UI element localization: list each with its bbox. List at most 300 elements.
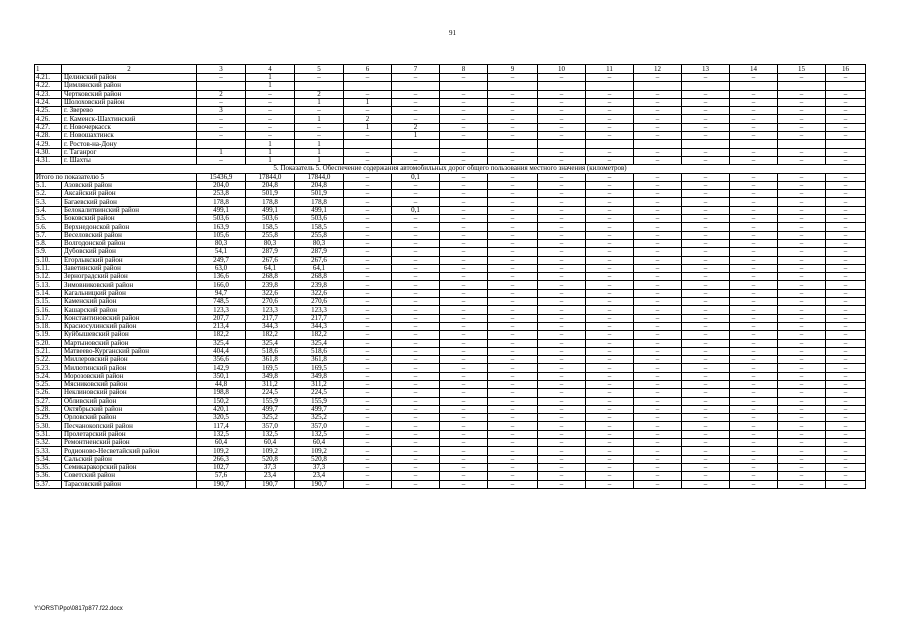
table-cell: – [826,422,866,430]
table-cell [197,140,246,148]
table-cell: – [392,98,440,106]
table-cell: – [488,231,538,239]
table-cell: – [538,289,586,297]
table-cell: – [634,248,682,256]
table-cell: – [730,289,778,297]
table-cell: 2 [197,90,246,98]
table-cell: 190,7 [246,480,295,488]
table-cell: – [392,198,440,206]
table-cell: – [344,198,392,206]
table-cell: 182,2 [197,331,246,339]
table-cell: – [730,223,778,231]
table-row [35,405,866,413]
table-cell: 5.32. [35,439,62,447]
table-cell: – [682,439,730,447]
table-cell: – [538,298,586,306]
table-cell: – [488,173,538,181]
table-cell: – [488,389,538,397]
table-cell: – [295,74,344,82]
table-cell: – [682,430,730,438]
table-cell: – [392,248,440,256]
table-cell: – [344,289,392,297]
table-cell: – [538,123,586,131]
table-row [35,256,866,264]
table-cell: 1 [295,156,344,164]
table-cell: Октябрьский район [62,405,197,413]
table-cell: 2 [295,90,344,98]
table-cell: – [730,430,778,438]
table-cell: – [682,405,730,413]
table-cell: – [538,148,586,156]
table-cell: – [538,306,586,314]
table-cell: 224,5 [246,389,295,397]
table-cell: 5.1. [35,181,62,189]
table-cell: 213,4 [197,322,246,330]
table-cell: 503,6 [295,215,344,223]
table-cell: – [586,455,634,463]
table-cell: Кашарский район [62,306,197,314]
table-cell: 5.16. [35,306,62,314]
table-cell: – [586,430,634,438]
table-cell: – [488,248,538,256]
page-number: 91 [449,29,456,37]
table-cell: – [634,74,682,82]
table-cell: – [634,364,682,372]
table-cell: 182,2 [246,331,295,339]
table-cell: – [344,215,392,223]
table-cell: 123,3 [295,306,344,314]
table-cell: – [730,256,778,264]
table-cell [826,140,866,148]
table-cell: – [344,107,392,115]
table-cell: 17844,0 [246,173,295,181]
table-cell: – [778,215,826,223]
table-cell: – [246,107,295,115]
table-row [35,206,866,214]
table-cell: 1 [246,140,295,148]
table-cell: – [682,215,730,223]
table-cell: 287,9 [246,248,295,256]
table-cell: – [538,447,586,455]
table-cell: – [440,181,488,189]
table-cell: 178,8 [246,198,295,206]
table-cell: – [682,289,730,297]
table-cell: – [826,74,866,82]
table-cell: – [440,422,488,430]
table-cell: 1 [246,156,295,164]
table-cell: – [778,322,826,330]
table-cell: – [634,372,682,380]
table-cell: – [440,115,488,123]
table-cell: 117,4 [197,422,246,430]
table-cell: Волгодонской район [62,239,197,247]
table-cell: – [778,414,826,422]
table-cell: 357,0 [246,422,295,430]
table-row [35,364,866,372]
table-cell: 518,6 [295,347,344,355]
table-cell: – [826,298,866,306]
table-cell: – [344,455,392,463]
table-cell: – [586,123,634,131]
table-cell: 748,5 [197,298,246,306]
table-cell: 325,4 [197,339,246,347]
table-cell: Советский район [62,472,197,480]
table-cell: – [586,339,634,347]
table-cell: Константиновский район [62,314,197,322]
table-cell: 270,6 [295,298,344,306]
table-cell: – [826,198,866,206]
table-cell: 23,4 [295,472,344,480]
table-cell: 12 [634,65,682,74]
table-cell: 501,9 [295,190,344,198]
table-cell: Верхнедонской район [62,223,197,231]
table-cell: – [538,356,586,364]
table-cell: – [826,380,866,388]
table-cell: – [586,223,634,231]
table-cell: – [295,123,344,131]
table-cell: – [586,198,634,206]
table-cell: – [392,264,440,272]
table-cell: 105,6 [197,231,246,239]
table-cell: – [682,356,730,364]
table-cell: – [586,422,634,430]
table-cell: – [634,439,682,447]
table-cell: – [586,414,634,422]
table-cell: – [392,281,440,289]
table-cell: Орловский район [62,414,197,422]
table-cell: 1 [295,115,344,123]
table-cell: – [634,380,682,388]
table-row [35,82,866,90]
table-row [35,248,866,256]
table-cell: – [392,331,440,339]
table-cell: – [778,463,826,471]
table-cell: – [246,132,295,140]
table-cell: 60,4 [246,439,295,447]
table-cell: 8 [440,65,488,74]
table-cell: Морозовский район [62,372,197,380]
table-cell: – [538,256,586,264]
table-cell: – [488,364,538,372]
table-cell: – [488,472,538,480]
table-cell: 102,7 [197,463,246,471]
table-cell: – [538,472,586,480]
table-cell: – [392,148,440,156]
table-cell: 11 [586,65,634,74]
table-cell: – [730,215,778,223]
table-cell: – [778,331,826,339]
table-cell: 5.19. [35,331,62,339]
table-cell: – [246,90,295,98]
table-cell: 64,1 [246,264,295,272]
table-cell: – [538,422,586,430]
table-cell: 5. Показатель 5. Обеспечение содержания автомобильных дорог общего пользования местного значения (километров) [35,165,866,173]
table-cell: – [392,389,440,397]
table-cell: – [730,206,778,214]
table-cell: – [488,430,538,438]
table-cell: г. Новочеркасск [62,123,197,131]
table-cell: 0,1 [392,206,440,214]
table-cell: – [586,281,634,289]
table-cell: – [440,173,488,181]
table-row [35,107,866,115]
table-cell: 267,6 [246,256,295,264]
table-cell: 4 [246,65,295,74]
table-cell: – [730,115,778,123]
table-cell: – [586,380,634,388]
table-cell: – [826,123,866,131]
table-cell: 204,8 [246,181,295,189]
table-cell: – [586,405,634,413]
table-cell [538,140,586,148]
table-cell: – [344,190,392,198]
table-cell: 499,1 [197,206,246,214]
table-cell: – [440,480,488,488]
table-cell: Белокалитвинский район [62,206,197,214]
table-cell: – [246,98,295,106]
table-cell: Ремонтненский район [62,439,197,447]
table-cell: – [344,339,392,347]
table-cell: – [344,90,392,98]
table-cell: 169,5 [295,364,344,372]
table-cell: – [634,215,682,223]
table-row [35,414,866,422]
table-cell: 5 [295,65,344,74]
table-cell: – [344,356,392,364]
table-cell: 4.25. [35,107,62,115]
table-cell: – [538,397,586,405]
table-cell: 5.35. [35,463,62,471]
table-cell: – [538,314,586,322]
table-cell: – [586,347,634,355]
table-cell: – [538,347,586,355]
table-cell: – [586,463,634,471]
table-cell: – [682,389,730,397]
table-cell: Тарасовский район [62,480,197,488]
table-cell: – [778,439,826,447]
table-cell: – [730,397,778,405]
table-cell: Сальский район [62,455,197,463]
table-cell [488,82,538,90]
table-cell: – [538,389,586,397]
table-cell: – [730,463,778,471]
table-cell: – [488,331,538,339]
table-row [35,239,866,247]
table-cell: 518,6 [246,347,295,355]
table-cell: – [586,115,634,123]
table-cell: – [392,115,440,123]
table-cell: – [440,198,488,206]
table-cell: 361,8 [295,356,344,364]
table-cell: – [586,107,634,115]
table-cell: – [586,264,634,272]
table-cell: – [488,132,538,140]
table-cell: – [392,74,440,82]
table-cell: – [392,273,440,281]
table-cell: Итого по показателю 5 [35,173,197,181]
table-cell: Родионово-Несветайский район [62,447,197,455]
table-cell [586,82,634,90]
table-cell: – [730,90,778,98]
table-cell: – [488,447,538,455]
table-cell: 4.26. [35,115,62,123]
table-cell: – [440,273,488,281]
table-cell: Цимлянский район [62,82,197,90]
table-row [35,455,866,463]
table-cell: 5.27. [35,397,62,405]
table-cell: – [826,98,866,106]
table-cell: 4.22. [35,82,62,90]
table-cell: – [682,264,730,272]
table-row [35,306,866,314]
table-cell: – [778,397,826,405]
table-cell: – [730,98,778,106]
table-row [35,289,866,297]
table-cell: – [344,148,392,156]
table-cell: 178,8 [295,198,344,206]
table-cell: – [440,372,488,380]
table-cell: – [778,231,826,239]
table-cell [682,82,730,90]
table-cell: – [488,397,538,405]
table-cell: – [488,256,538,264]
table-cell: 5.31. [35,430,62,438]
table-cell: – [344,306,392,314]
table-cell: – [392,439,440,447]
table-cell: – [826,248,866,256]
table-row [35,430,866,438]
table-cell: – [586,248,634,256]
table-row [35,90,866,98]
table-cell: 123,3 [246,306,295,314]
table-cell: 60,4 [197,439,246,447]
table-cell: – [682,422,730,430]
table-cell: – [682,231,730,239]
table-cell: – [634,414,682,422]
table-cell: 163,9 [197,223,246,231]
table-cell: 1 [246,74,295,82]
table-cell: – [392,447,440,455]
table-cell: – [778,107,826,115]
table-cell: – [538,372,586,380]
table-cell: Зерноградский район [62,273,197,281]
table-cell: – [826,273,866,281]
table-cell: – [634,463,682,471]
table-cell: – [538,223,586,231]
table-cell: – [440,455,488,463]
table-cell: – [392,372,440,380]
table-cell: – [634,430,682,438]
table-cell: 3 [197,107,246,115]
table-cell: – [730,331,778,339]
table-cell: – [634,322,682,330]
table-cell: – [538,206,586,214]
table-cell: – [538,331,586,339]
table-cell: – [392,397,440,405]
table-cell: – [730,447,778,455]
table-cell: – [586,273,634,281]
table-cell: – [392,322,440,330]
table-cell: – [634,264,682,272]
table-row [35,472,866,480]
table-cell: – [682,314,730,322]
table-cell: – [344,405,392,413]
table-cell: – [778,206,826,214]
table-cell: – [682,256,730,264]
table-cell: Каменский район [62,298,197,306]
table-cell: – [730,339,778,347]
table-cell: – [826,480,866,488]
table-cell: 5.28. [35,405,62,413]
table-cell: 57,6 [197,472,246,480]
table-cell [538,82,586,90]
table-cell: 7 [392,65,440,74]
table-cell: 166,0 [197,281,246,289]
table-cell: – [778,123,826,131]
table-cell: 14 [730,65,778,74]
table-cell: – [826,107,866,115]
table-cell: 325,4 [295,339,344,347]
table-row [35,115,866,123]
table-cell: 349,8 [295,372,344,380]
table-cell: – [440,190,488,198]
table-cell: – [538,74,586,82]
table-cell: – [778,148,826,156]
table-cell: – [682,156,730,164]
table-cell: – [538,264,586,272]
table-cell: 37,3 [246,463,295,471]
table-cell: Дубовский район [62,248,197,256]
table-cell: 5.20. [35,339,62,347]
table-row [35,397,866,405]
table-cell: 404,4 [197,347,246,355]
table-cell: – [538,198,586,206]
table-cell: 109,2 [246,447,295,455]
table-cell: – [392,298,440,306]
table-cell: – [440,215,488,223]
table-cell: – [440,248,488,256]
table-cell: – [538,273,586,281]
table-cell: – [634,422,682,430]
table-cell: – [682,248,730,256]
table-cell: 80,3 [246,239,295,247]
table-cell: – [538,405,586,413]
table-cell: – [778,430,826,438]
table-cell: – [826,132,866,140]
table-cell: – [488,98,538,106]
table-cell: – [392,156,440,164]
table-cell: – [344,223,392,231]
header-row [35,65,866,74]
table-cell: 520,8 [246,455,295,463]
table-cell: – [730,472,778,480]
table-cell: – [826,372,866,380]
table-cell [440,140,488,148]
table-row [35,156,866,164]
table-cell: – [682,115,730,123]
table-cell: – [344,281,392,289]
table-cell: – [634,405,682,413]
table-cell: 54,1 [197,248,246,256]
table-cell: Миллеровский район [62,356,197,364]
table-cell: 5.33. [35,447,62,455]
table-cell: 1 [295,148,344,156]
table-cell: 1 [35,65,62,74]
table-cell: – [488,206,538,214]
table-cell: 198,8 [197,389,246,397]
table-cell: – [634,397,682,405]
table-cell: – [730,190,778,198]
